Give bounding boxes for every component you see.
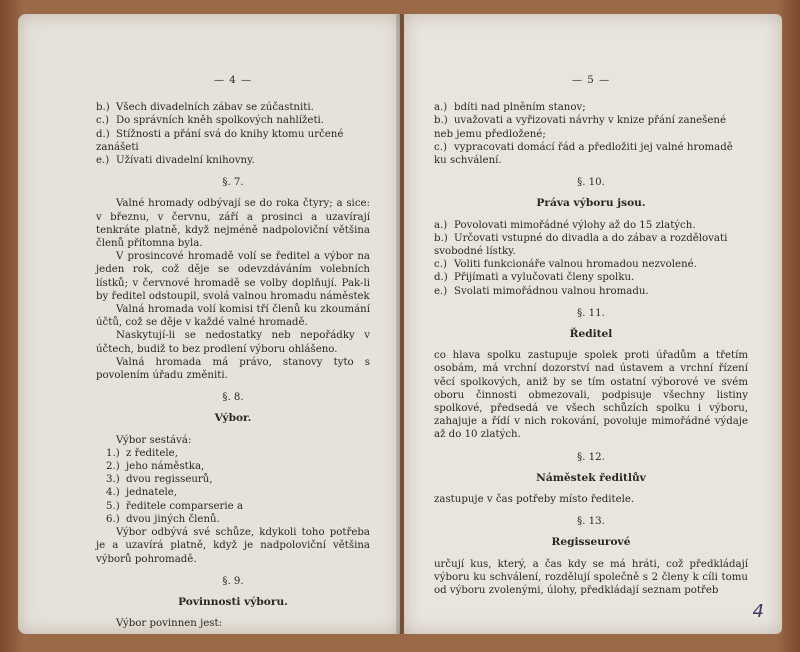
section-13-title: §. 13. <box>577 516 605 528</box>
left-page <box>18 14 400 634</box>
section-10-heading: Práva výboru jsou. <box>536 197 646 210</box>
list-item: e.) Užívati divadelní knihovny. <box>96 155 255 167</box>
list-item: 6.) dvou jiných členů. <box>106 513 220 525</box>
section-11-heading: Ředitel <box>569 328 613 341</box>
committee-list <box>96 447 370 526</box>
section-7-title: §. 7. <box>222 177 244 189</box>
list-item: 2.) jeho náměstka, <box>106 461 205 473</box>
list-item: 4.) jednatele, <box>106 487 177 499</box>
rights-list <box>434 219 748 298</box>
list-item: d.) Stížnosti a přání svá do knihy ktomu určené zanášeti <box>96 128 344 153</box>
section-12-heading: Náměstek ředitlův <box>536 471 646 484</box>
section-7-paragraph: Naskytují-li se nedostatky neb nepořádky v účtech, budiž to bez prodlení výboru ohlášeno. <box>96 330 370 355</box>
list-item: a.) bdíti nad plněním stanov; <box>434 102 586 114</box>
section-8-heading: Výbor. <box>214 412 252 425</box>
section-9-lead: Výbor povinnen jest: <box>116 618 223 630</box>
section-8-title: §. 8. <box>222 392 244 404</box>
list-item: 5.) ředitele comparserie a <box>106 500 244 512</box>
list-item: c.) Voliti funkcionáře valnou hromadou nezvolené. <box>434 259 697 271</box>
section-11-title: §. 11. <box>577 307 605 319</box>
list-item: 3.) dvou regisseurů, <box>106 474 213 486</box>
section-13-heading: Regisseurové <box>551 536 631 549</box>
section-8-paragraph: Výbor odbývá své schůze, kdykoli toho potřeba je a uzavírá platně, když je nadpoloviční většina výborů pohromadě. <box>96 527 370 565</box>
section-12-title: §. 12. <box>577 451 605 463</box>
section-13-paragraph: určují kus, který, a čas kdy se má hráti, což předkládají výboru ku schválení, rozdělují společně s 2 členy k cíli tomu od výboru zvolenými, úlohy, předkládají seznam potřeb <box>434 558 748 597</box>
list-item: a.) Povolovati mimořádné výlohy až do 15 zlatých. <box>434 219 696 231</box>
list-item: b.) uvažovati a vyřizovati návrhy v knize přání zanešené neb jemu předložené; <box>434 115 727 140</box>
list-item: 1.) z ředitele, <box>106 447 178 459</box>
list-item: d.) Přijímati a vylučovati členy spolku. <box>434 272 635 284</box>
section-7-paragraph: Valné hromady odbývají se do roka čtyry; a sice: v březnu, v červnu, září a prosinci a uzavírají tenkráte platně, když nejméně nadpoloviční většina členů přítomna byla. <box>96 198 370 250</box>
section-10-title: §. 10. <box>577 177 605 189</box>
section-9-heading: Povinnosti výboru. <box>178 595 288 608</box>
list-item: b.) Určovati vstupné do divadla a do zábav a rozdělovati svobodné lístky. <box>434 232 728 258</box>
list-item: c.) vypracovati domácí řád a předložiti jej valné hromadě ku schválení. <box>434 141 733 167</box>
section-12-paragraph: zastupuje v čas potřeby místo ředitele. <box>434 494 635 506</box>
right-page <box>404 14 782 634</box>
page-number-right: — 5 — <box>571 75 611 86</box>
section-7-paragraph: Valná hromada volí komisi tří členů ku zkoumání účtů, což se děje v každé valné hromadě. <box>96 304 370 329</box>
handwritten-page-mark: 4 <box>752 600 764 622</box>
page-number-left: — 4 — <box>213 75 253 86</box>
left-top-list <box>96 101 370 167</box>
right-top-list <box>434 101 748 167</box>
section-8-lead: Výbor sestává: <box>116 434 192 446</box>
list-item: b.) Všech divadelních zábav se zúčastniti. <box>96 102 314 114</box>
list-item: c.) Do správních kněh spolkových nahlížeti. <box>96 115 325 127</box>
section-7-paragraph: Valná hromada má právo, stanovy tyto s povolením úřadu změniti. <box>96 356 370 382</box>
section-9-title: §. 9. <box>222 575 244 587</box>
section-11-paragraph: co hlava spolku zastupuje spolek proti úřadům a třetím osobám, má vrchní dozorství nad ústavem a vrchní řízení věcí spolkových, aniž by se tím ostatní výborové ve svém oboru činnosti obmezovali, podpisuje všechny listiny spolkové, předsedá ve všech schůzích spolku i výboru, zahajuje a řídí v nich rokování, povoluje mimořádné výdaje až do 10 zlatých. <box>434 350 748 441</box>
list-item: e.) Svolati mimořádnou valnou hromadu. <box>434 285 649 297</box>
section-7-paragraph: V prosincové hromadě volí se ředitel a výbor na jeden rok, což děje se odevzdáváním volebních lístků; v červnové hromadě se volby doplňují. Pak-li by ředitel odstoupil, svolá valnou hromadu náměstek <box>96 251 370 302</box>
